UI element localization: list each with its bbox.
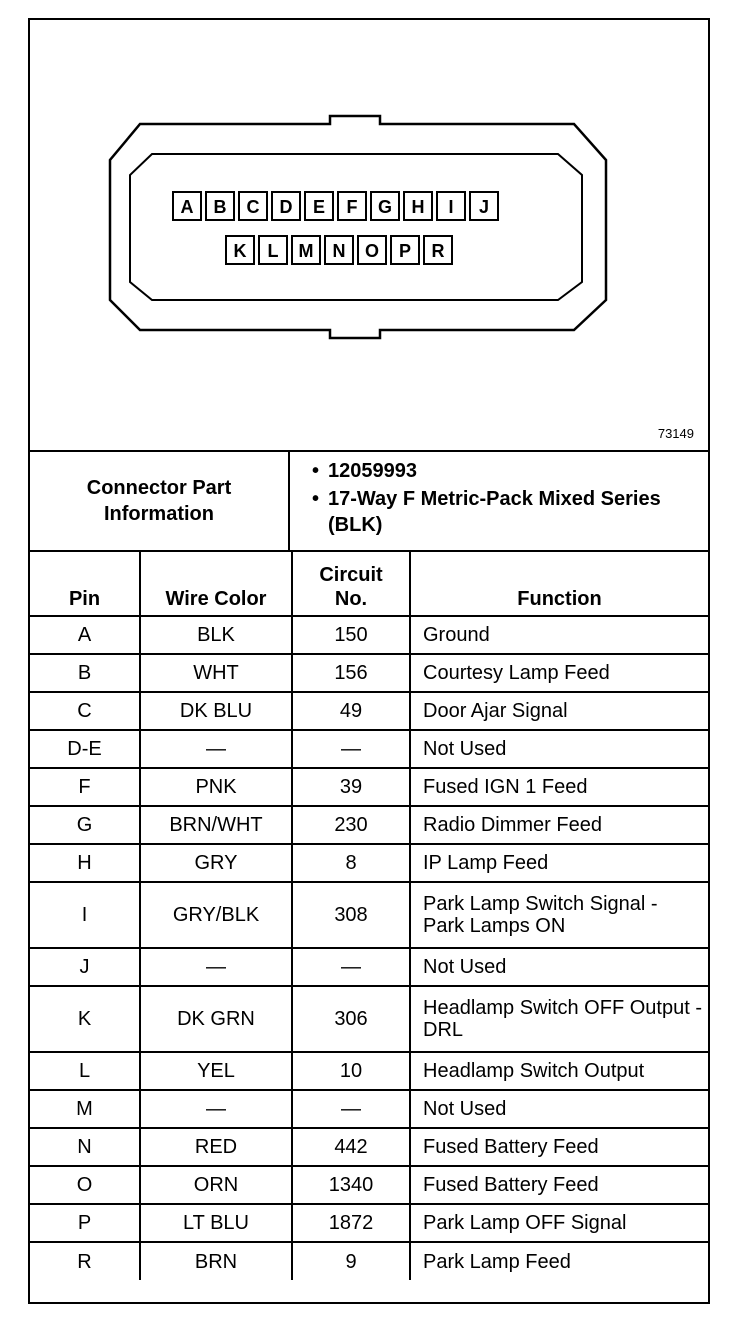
cavity-row-bottom [226,236,452,264]
cell-circuit: 1340 [292,1166,410,1204]
cavity-label-p: P [398,241,412,261]
table-row [30,882,708,948]
cavity-label-r: R [431,241,445,261]
cell-pin: J [30,948,140,986]
cell-circuit: 230 [292,806,410,844]
cell-circuit: — [292,1090,410,1128]
cell-pin: K [30,986,140,1052]
cavity-label-i: I [448,197,454,217]
table-row [30,730,708,768]
cell-function: Fused Battery Feed [410,1166,708,1204]
cell-pin: G [30,806,140,844]
cavity-label-m: M [298,241,314,261]
table-row [30,1204,708,1242]
cell-circuit: 39 [292,768,410,806]
cell-wire-color: ORN [140,1166,292,1204]
header-circuit-line2: No. [334,588,368,610]
table-row [30,806,708,844]
table-row [30,616,708,654]
connector-face-drawing [30,20,708,450]
cell-wire-color: WHT [140,654,292,692]
cell-function: Park Lamp OFF Signal [410,1204,708,1242]
cell-function: Radio Dimmer Feed [410,806,708,844]
cell-function: Park Lamp Feed [410,1242,708,1280]
cell-function: Ground [410,616,708,654]
cell-circuit: 9 [292,1242,410,1280]
header-circuit-line1: Circuit [319,564,383,586]
table-row [30,768,708,806]
cell-function: Courtesy Lamp Feed [410,654,708,692]
cell-function: Not Used [410,1090,708,1128]
cell-wire-color: — [140,730,292,768]
cavity-label-k: K [233,241,247,261]
cell-circuit: — [292,948,410,986]
cell-function: Door Ajar Signal [410,692,708,730]
info-list [292,456,702,538]
cavity-label-e: E [312,197,326,217]
cell-wire-color: BRN/WHT [140,806,292,844]
cell-pin: H [30,844,140,882]
pinout-table [30,552,708,1280]
cavity-label-f: F [346,197,358,217]
header-function: Function [410,552,708,616]
cell-wire-color: DK BLU [140,692,292,730]
cavity-label-a: A [180,197,194,217]
cell-circuit: 308 [292,882,410,948]
table-row [30,1090,708,1128]
cell-pin: A [30,616,140,654]
cell-function: Headlamp Switch Output [410,1052,708,1090]
header-wire-color: Wire Color [140,552,292,616]
table-row [30,692,708,730]
cell-circuit: 49 [292,692,410,730]
table-row [30,1052,708,1090]
cell-pin: M [30,1090,140,1128]
table-row [30,844,708,882]
info-label-line1: Connector Part [86,477,232,499]
cell-pin: O [30,1166,140,1204]
cell-function: Headlamp Switch OFF Output - DRL [410,986,708,1052]
cell-wire-color: GRY/BLK [140,882,292,948]
table-row [30,986,708,1052]
cavity-label-j: J [478,197,490,217]
cell-pin: D-E [30,730,140,768]
connector-housing [110,116,606,338]
cell-function: Fused IGN 1 Feed [410,768,708,806]
cell-circuit: 1872 [292,1204,410,1242]
cell-pin: F [30,768,140,806]
cell-pin: N [30,1128,140,1166]
connector-part-info [30,452,708,552]
table-row [30,1242,708,1280]
cell-pin: C [30,692,140,730]
cell-wire-color: GRY [140,844,292,882]
table-row [30,654,708,692]
cavity-label-g: G [377,197,393,217]
cell-function: Park Lamp Switch Signal - Park Lamps ON [410,882,708,948]
cell-circuit: 8 [292,844,410,882]
cell-pin: L [30,1052,140,1090]
cavity-label-d: D [279,197,293,217]
cavity-label-c: C [246,197,260,217]
cavity-label-l: L [267,241,279,261]
connector-description: • 17-Way F Metric-Pack Mixed Series (BLK) [292,486,702,538]
cell-wire-color: DK GRN [140,986,292,1052]
header-circuit [292,552,410,616]
connector-sheet [28,18,710,1304]
cell-wire-color: BLK [140,616,292,654]
cell-function: IP Lamp Feed [410,844,708,882]
cavity-label-b: B [213,197,227,217]
cell-wire-color: — [140,1090,292,1128]
cell-pin: R [30,1242,140,1280]
cell-wire-color: LT BLU [140,1204,292,1242]
cell-wire-color: PNK [140,768,292,806]
cell-function: Not Used [410,730,708,768]
cell-circuit: 306 [292,986,410,1052]
table-header-row [30,552,708,616]
cell-wire-color: RED [140,1128,292,1166]
table-row [30,1166,708,1204]
header-pin: Pin [30,552,140,616]
cell-pin: B [30,654,140,692]
cell-circuit: 156 [292,654,410,692]
connector-inner-wall [130,154,582,300]
cavity-label-o: O [364,241,380,261]
cell-circuit: 10 [292,1052,410,1090]
table-row [30,1128,708,1166]
cell-pin: I [30,882,140,948]
figure-number: 73149 [657,426,694,441]
connector-diagram [30,20,708,452]
cavity-row-top [173,192,498,220]
info-label [30,452,290,550]
cell-function: Fused Battery Feed [410,1128,708,1166]
cavity-label-n: N [332,241,346,261]
info-label-line2: Information [104,503,214,525]
cell-circuit: 442 [292,1128,410,1166]
cell-function: Not Used [410,948,708,986]
cell-pin: P [30,1204,140,1242]
cell-wire-color: — [140,948,292,986]
cavity-label-h: H [411,197,425,217]
table-row [30,948,708,986]
cell-wire-color: BRN [140,1242,292,1280]
cell-wire-color: YEL [140,1052,292,1090]
part-number: • 12059993 [292,458,702,484]
cell-circuit: 150 [292,616,410,654]
cell-circuit: — [292,730,410,768]
